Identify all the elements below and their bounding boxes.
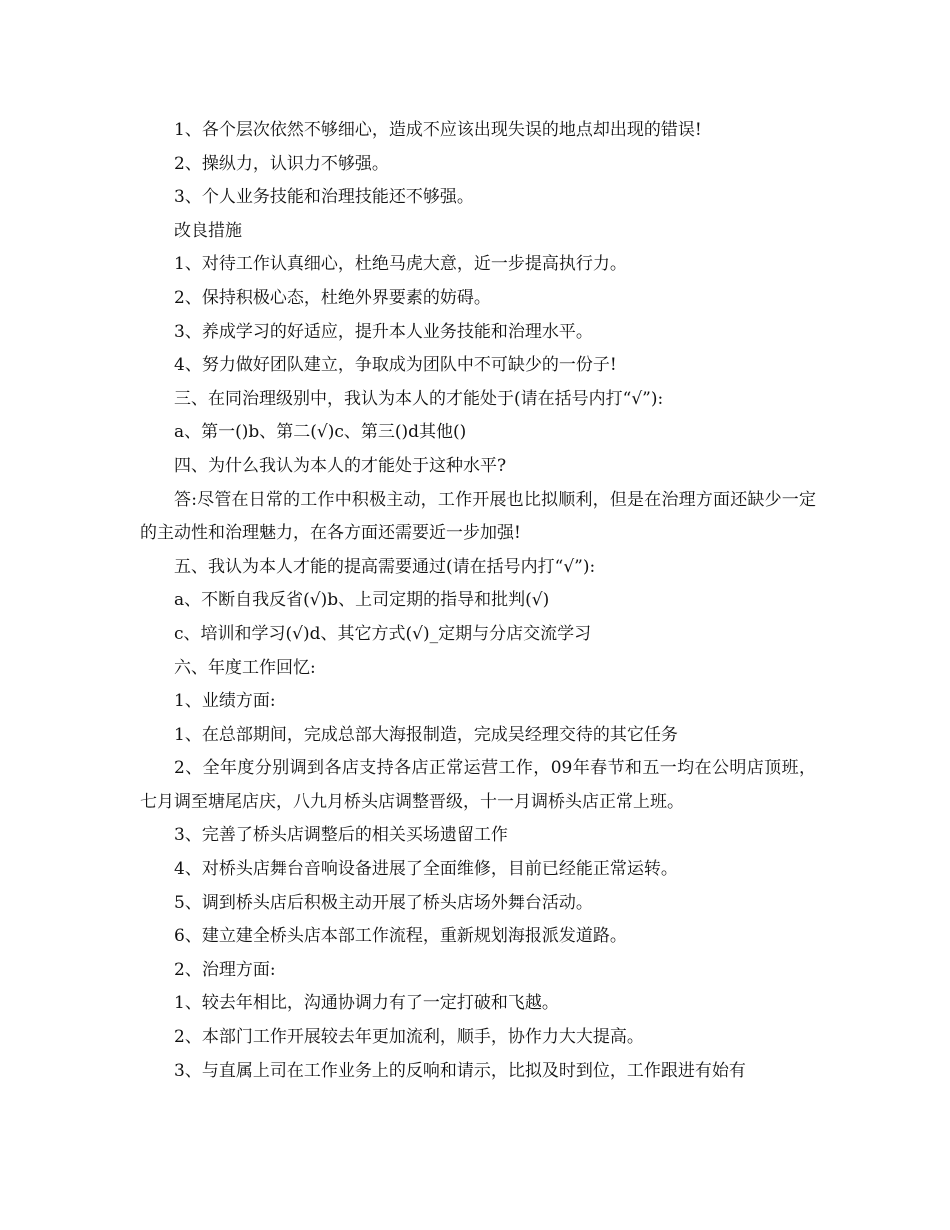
paragraph-20: 3、完善了桥头店调整后的相关买场遗留工作	[174, 825, 508, 846]
section-heading-5: 五、我认为本人才能的提高需要通过(请在括号内打“√”):	[174, 556, 596, 577]
paragraph-23: 6、建立建全桥头店本部工作流程，重新规划海报派发道路。	[174, 926, 627, 947]
section-heading-3: 三、在同治理级别中，我认为本人的才能处于(请在括号内打“√”):	[174, 388, 664, 409]
paragraph-1: 1、各个层次依然不够细心，造成不应该出现失误的地点却出现的错误!	[174, 120, 702, 140]
paragraph-19: 2、全年度分别调到各店支持各店正常运营工作，09年春节和五一均在公明店顶班，七月调至塘尾店庆，八九月桥头店调整晋级，十一月调桥头店正常上班。	[140, 758, 816, 812]
section-heading-improvement: 改良措施	[174, 220, 242, 241]
paragraph-8: 4、努力做好团队建立，争取成为团队中不可缺少的一份子!	[174, 355, 617, 376]
section-heading-4: 四、为什么我认为本人的才能处于这种水平?	[174, 455, 507, 476]
paragraph-21: 4、对桥头店舞台音响设备进展了全面维修，目前已经能正常运转。	[174, 859, 678, 880]
paragraph-18: 1、在总部期间，完成总部大海报制造，完成吴经理交待的其它任务	[174, 724, 678, 745]
paragraph-7: 3、养成学习的好适应，提升本人业务技能和治理水平。	[174, 321, 593, 342]
paragraph-27: 3、与直属上司在工作业务上的反响和请示，比拟及时到位，工作跟进有始有	[174, 1060, 746, 1081]
paragraph-2: 2、操纵力，认识力不够强。	[174, 153, 389, 174]
paragraph-5: 1、对待工作认真细心，杜绝马虎大意，近一步提高执行力。	[174, 254, 627, 275]
paragraph-answer: 答:尽管在日常的工作中积极主动，工作开展也比拟顺利，但是在治理方面还缺少一定的主动性和治理魅力，在各方面还需要近一步加强!	[140, 489, 816, 544]
paragraph-26: 2、本部门工作开展较去年更加流利，顺手，协作力大大提高。	[174, 1027, 644, 1048]
paragraph-15: c、培训和学习(√)d、其它方式(√)_定期与分店交流学习	[174, 623, 592, 644]
paragraph-6: 2、保持积极心态，杜绝外界要素的妨碍。	[174, 287, 491, 308]
subheading-management: 2、治理方面:	[174, 959, 276, 980]
section-heading-6: 六、年度工作回忆:	[174, 657, 316, 678]
document-body	[140, 114, 816, 1088]
paragraph-14: a、不断自我反省(√)b、上司定期的指导和批判(√)	[174, 590, 550, 611]
subheading-performance: 1、业绩方面:	[174, 691, 276, 712]
paragraph-10: a、第一()b、第二(√)c、第三()d其他()	[174, 422, 467, 443]
paragraph-22: 5、调到桥头店后积极主动开展了桥头店场外舞台活动。	[174, 892, 593, 913]
paragraph-3: 3、个人业务技能和治理技能还不够强。	[174, 187, 474, 208]
paragraph-25: 1、较去年相比，沟通协调力有了一定打破和飞越。	[174, 993, 559, 1014]
